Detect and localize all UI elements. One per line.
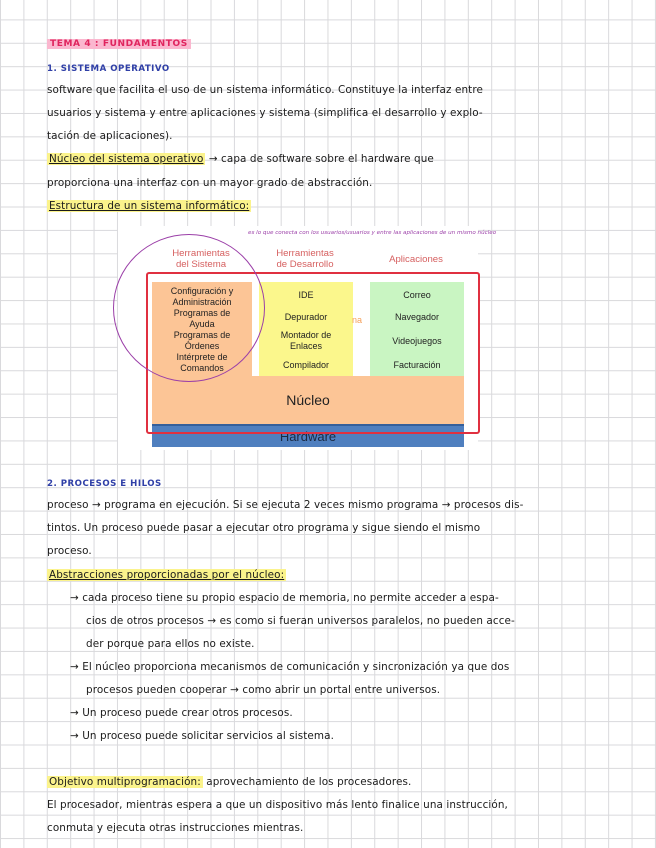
col-header-herramientas-desarrollo bbox=[258, 248, 352, 270]
herramientas-desarrollo-box bbox=[259, 282, 353, 376]
section2-line-2: tintos. Un proceso puede pasar a ejecutar otro programa y sigue siendo el mismo bbox=[47, 522, 481, 534]
bullet-line: der porque para ellos no existe. bbox=[86, 638, 255, 650]
bullet-line: → cada proceso tiene su propio espacio de memoria, no permite acceder a espa- bbox=[70, 592, 499, 604]
app-item: Facturación bbox=[393, 360, 441, 370]
section2-heading-text: 2. PROCESOS E HILOS bbox=[47, 479, 162, 489]
sys-item: Configuración y bbox=[170, 286, 234, 296]
page-title bbox=[47, 36, 191, 51]
section1-line-1: software que facilita el uso de un sistema informático. Constituye la interfaz entre bbox=[47, 84, 483, 96]
sys-item: Comandos bbox=[180, 363, 224, 373]
sys-item: Administración bbox=[172, 297, 232, 307]
dev-item: Compilador bbox=[282, 360, 330, 370]
diagram-annotation: es lo que conecta con los usuarios/usuarios y entre las aplicaciones de un mismo núcleo bbox=[248, 230, 497, 236]
sys-item: Órdenes bbox=[184, 341, 220, 351]
title-text: TEMA 4 : FUNDAMENTOS bbox=[47, 39, 191, 49]
section2-line-3: proceso. bbox=[47, 545, 92, 557]
abstracciones-label: Abstracciones proporcionadas por el núcleo: bbox=[49, 569, 285, 581]
dev-item: Enlaces bbox=[289, 341, 323, 351]
bullet-line: → Un proceso puede crear otros procesos. bbox=[70, 707, 293, 719]
bullet-line: → El núcleo proporciona mecanismos de comunicación y sincronización ya que dos bbox=[70, 661, 510, 673]
dev-item: Depurador bbox=[284, 312, 328, 322]
section1-line-2: usuarios y sistema y entre aplicaciones y sistema (simplifica el desarrollo y explo- bbox=[47, 107, 483, 119]
section1-heading-text: 1. SISTEMA OPERATIVO bbox=[47, 64, 170, 74]
sys-item: Intérprete de bbox=[176, 352, 228, 362]
app-item: Videojuegos bbox=[392, 336, 442, 346]
col-header-1-line-1: Herramientas bbox=[172, 248, 230, 259]
bullet-line: procesos pueden cooperar → como abrir un portal entre universos. bbox=[86, 684, 441, 696]
dev-item: Montador de bbox=[280, 330, 332, 340]
ghost-text: na bbox=[352, 315, 363, 325]
os-structure-diagram bbox=[118, 226, 497, 450]
dev-item: IDE bbox=[298, 290, 314, 300]
estructura-heading bbox=[47, 199, 251, 213]
col-header-2-line-1: Herramientas bbox=[276, 248, 334, 259]
bullet-line: cios de otros procesos → es como si fueran universos paralelos, no pueden acce- bbox=[86, 615, 515, 627]
col-header-1-line-2: del Sistema bbox=[175, 259, 227, 270]
objetivo-label: Objetivo multiprogramación: bbox=[49, 776, 201, 788]
abstracciones-heading bbox=[47, 568, 286, 582]
col-header-aplicaciones bbox=[368, 254, 464, 265]
objetivo-text: aprovechamiento de los procesadores. bbox=[206, 776, 412, 788]
section1-line-3: tación de aplicaciones). bbox=[47, 130, 173, 142]
final-line-1: El procesador, mientras espera a que un dispositivo más lento finalice una instrucción, bbox=[47, 799, 508, 811]
section2-line-1: proceso → programa en ejecución. Si se ejecuta 2 veces mismo programa → procesos dis- bbox=[47, 499, 524, 511]
col-header-2-line-2: de Desarrollo bbox=[276, 259, 334, 270]
nucleo-text: → capa de software sobre el hardware que bbox=[208, 153, 434, 165]
nucleo-label: Núcleo del sistema operativo bbox=[49, 153, 204, 165]
estructura-label: Estructura de un sistema informático: bbox=[49, 200, 250, 212]
nucleo-line-2: proporciona una interfaz con un mayor grado de abstracción. bbox=[47, 177, 373, 189]
bullet-line: → Un proceso puede solicitar servicios al sistema. bbox=[70, 730, 335, 742]
sys-item: Programas de bbox=[173, 308, 231, 318]
col-header-herramientas-sistema bbox=[156, 248, 246, 270]
nucleo-layer: Núcleo bbox=[152, 376, 464, 424]
col-header-3-line-1: Aplicaciones bbox=[389, 254, 443, 265]
final-line-2: conmuta y ejecuta otras instrucciones mientras. bbox=[47, 822, 304, 834]
aplicaciones-box bbox=[370, 282, 464, 376]
herramientas-sistema-box bbox=[152, 282, 252, 377]
app-item: Correo bbox=[403, 290, 431, 300]
objetivo-line bbox=[47, 775, 411, 789]
app-item: Navegador bbox=[394, 312, 440, 322]
section1-heading bbox=[47, 61, 170, 76]
nucleo-definition bbox=[47, 152, 434, 166]
hardware-layer: Hardware bbox=[152, 424, 464, 447]
sys-item: Ayuda bbox=[189, 319, 215, 329]
section2-heading bbox=[47, 476, 162, 491]
sys-item: Programas de bbox=[173, 330, 231, 340]
